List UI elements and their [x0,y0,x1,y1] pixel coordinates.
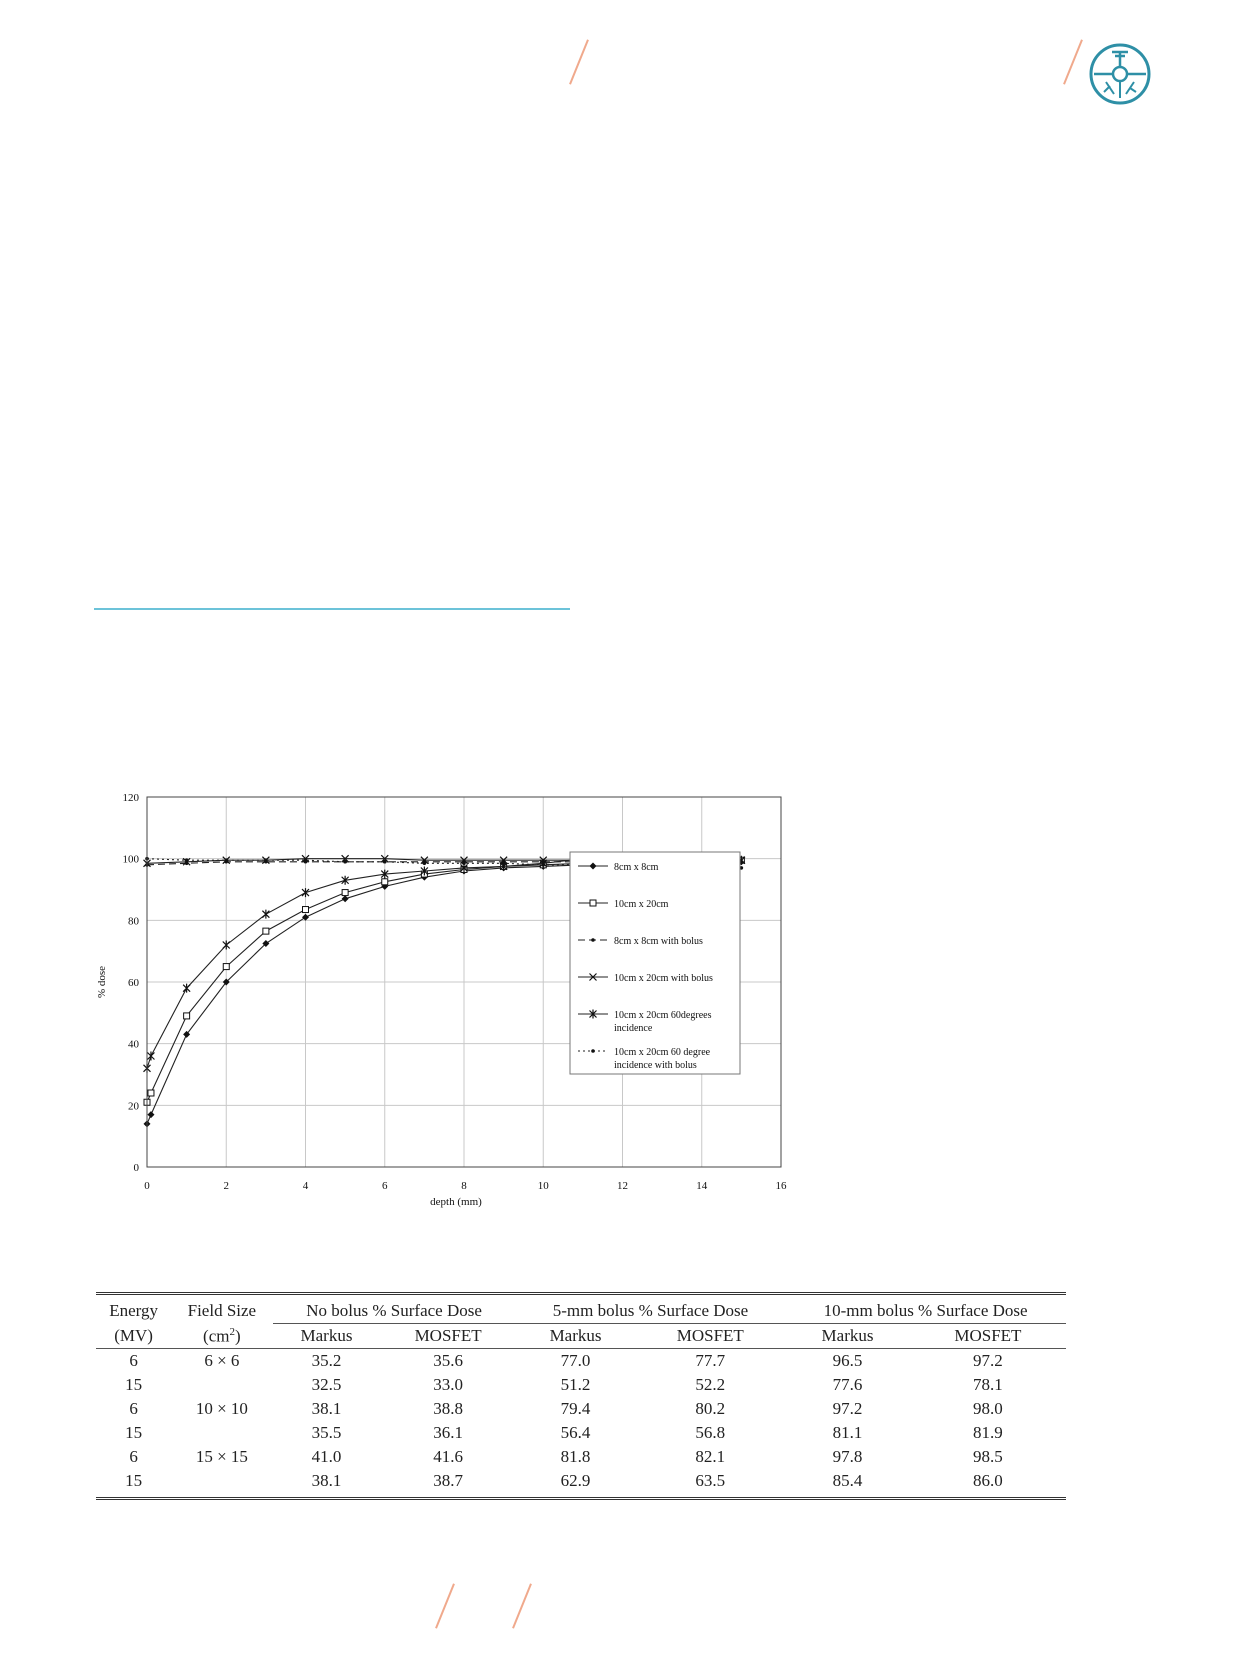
data-point [223,964,229,970]
table-cell: 10 × 10 [195,1399,248,1419]
data-point [223,941,230,950]
table-row [96,1397,1066,1421]
x-tick-label: 14 [696,1180,708,1192]
table-cell: 51.2 [560,1375,591,1395]
y-tick-label: 60 [128,977,139,989]
table-cell: 96.5 [832,1351,863,1371]
radiation-logo-icon [1088,42,1152,106]
table-cell: 38.1 [311,1399,342,1419]
data-point [303,907,309,913]
table-cell [171,1421,272,1445]
table-cell: 78.1 [973,1375,1003,1395]
sub-header: MOSFET [635,1324,785,1349]
y-tick-label: 100 [122,853,139,866]
table-cell: 38.7 [433,1471,463,1491]
table-cell: 81.1 [832,1423,863,1443]
table-cell: 15 × 15 [195,1447,248,1467]
table-cell: 6 × 6 [204,1351,240,1371]
data-point [502,861,506,865]
table-cell: 15 [125,1375,143,1395]
table-cell: 56.8 [695,1423,726,1443]
x-tick-label: 0 [144,1180,150,1192]
table-cell: 81.9 [973,1423,1003,1443]
data-point [591,1049,595,1053]
table-row [96,1469,1066,1499]
table-cell: 98.5 [973,1447,1003,1467]
table-cell: 56.4 [560,1423,591,1443]
header-10mm-bolus: 10-mm bolus % Surface Dose [785,1294,1066,1324]
table-cell: 35.5 [311,1423,342,1443]
sub-header: MOSFET [380,1324,515,1349]
legend-label: 10cm x 20cm with bolus [614,973,713,984]
table-cell: 97.8 [832,1447,863,1467]
unit-close: ) [234,1326,241,1346]
table-cell: 85.4 [832,1471,863,1491]
table-cell: 52.2 [695,1375,726,1395]
legend-label: 8cm x 8cm [614,862,659,873]
data-point [148,1090,154,1096]
table-cell: 82.1 [695,1447,726,1467]
x-tick-label: 4 [302,1180,309,1192]
data-point [304,858,308,862]
data-point [147,1052,154,1061]
data-point [343,860,347,864]
table-row [96,1349,1066,1374]
header-slash-left [569,39,589,84]
data-point [590,900,596,906]
table-cell: 77.0 [560,1351,591,1371]
y-tick-label: 20 [128,1100,139,1113]
legend-label: 8cm x 8cm with bolus [614,936,703,947]
data-point [342,890,348,896]
legend-label: incidence [614,1023,653,1034]
unit-exponent: 2 [229,1325,235,1338]
x-axis-label: depth (mm) [430,1196,482,1208]
unit-base: (cm [203,1326,230,1346]
table-cell: 36.1 [433,1423,463,1443]
data-point [184,1013,190,1019]
y-tick-label: 120 [122,792,139,804]
table-cell: 86.0 [973,1471,1003,1491]
table-cell: 98.0 [973,1399,1003,1419]
data-point [462,861,466,865]
header-field-size-unit [171,1324,272,1349]
table-row [96,1445,1066,1469]
chart-legend [570,852,740,1074]
legend-label: 10cm x 20cm 60 degree [614,1047,711,1058]
header-field-size: Field Size [187,1301,257,1321]
data-point [262,910,269,919]
y-axis-label: % dose [96,965,108,999]
y-tick-label: 80 [128,915,139,928]
header-energy: Energy [109,1301,158,1321]
table-cell: 41.6 [433,1447,463,1467]
header-energy-unit: (MV) [96,1324,171,1349]
data-point [302,888,309,897]
data-point [147,1111,154,1118]
table-cell: 32.5 [311,1375,342,1395]
footer-slash-left [435,1583,455,1628]
sub-header: MOSFET [910,1324,1066,1349]
table-cell: 6 [129,1447,138,1467]
table-cell: 33.0 [433,1375,463,1395]
x-tick-label: 8 [461,1180,467,1192]
data-point [263,928,269,934]
table-cell: 63.5 [695,1471,726,1491]
table-cell: 81.8 [560,1447,591,1467]
depth-dose-chart [90,776,835,1231]
x-tick-label: 2 [223,1180,229,1192]
sub-header: Markus [273,1324,381,1349]
table-cell [171,1469,272,1499]
table-cell: 38.1 [311,1471,342,1491]
header-no-bolus: No bolus % Surface Dose [273,1294,516,1324]
x-tick-label: 12 [617,1180,628,1192]
data-point [382,879,388,885]
data-point [423,861,427,865]
legend-label: 10cm x 20cm 60degrees [614,1010,712,1021]
table-cell: 97.2 [973,1351,1003,1371]
data-point [591,938,595,942]
x-tick-label: 10 [537,1180,549,1192]
data-point [183,984,190,993]
x-tick-label: 6 [382,1180,388,1192]
header-5mm-bolus: 5-mm bolus % Surface Dose [516,1294,785,1324]
section-divider [94,608,570,610]
table-cell: 79.4 [560,1399,591,1419]
x-tick-label: 16 [775,1180,787,1192]
table-row [96,1421,1066,1445]
table-cell: 35.2 [311,1351,342,1371]
table-cell: 77.7 [695,1351,726,1371]
y-tick-label: 40 [128,1038,139,1051]
header-slash-right [1063,39,1083,84]
data-point [541,863,545,867]
table-row [96,1373,1066,1397]
table-cell: 97.2 [832,1399,863,1419]
table-cell: 15 [125,1423,143,1443]
surface-dose-table-container [96,1292,1066,1500]
data-point [264,858,268,862]
table-cell: 77.6 [832,1375,863,1395]
table-cell: 35.6 [433,1351,463,1371]
y-tick-label: 0 [133,1162,139,1174]
data-point [185,858,189,862]
table-cell: 80.2 [695,1399,726,1419]
table-cell: 62.9 [560,1471,591,1491]
table-body [96,1349,1066,1499]
footer-slash-right [512,1583,532,1628]
sub-header: Markus [785,1324,910,1349]
data-point [342,895,349,902]
table-cell: 6 [129,1351,138,1371]
table-cell: 38.8 [433,1399,463,1419]
table-cell: 41.0 [311,1447,342,1467]
surface-dose-table [96,1292,1066,1500]
table-cell [171,1373,272,1397]
table-cell: 15 [125,1471,143,1491]
data-point [224,858,228,862]
table-cell: 6 [129,1399,138,1419]
sub-header: Markus [516,1324,636,1349]
legend-label: incidence with bolus [614,1060,697,1071]
data-point [383,860,387,864]
legend-box [570,852,740,1074]
legend-label: 10cm x 20cm [614,899,669,910]
data-point [302,914,309,921]
